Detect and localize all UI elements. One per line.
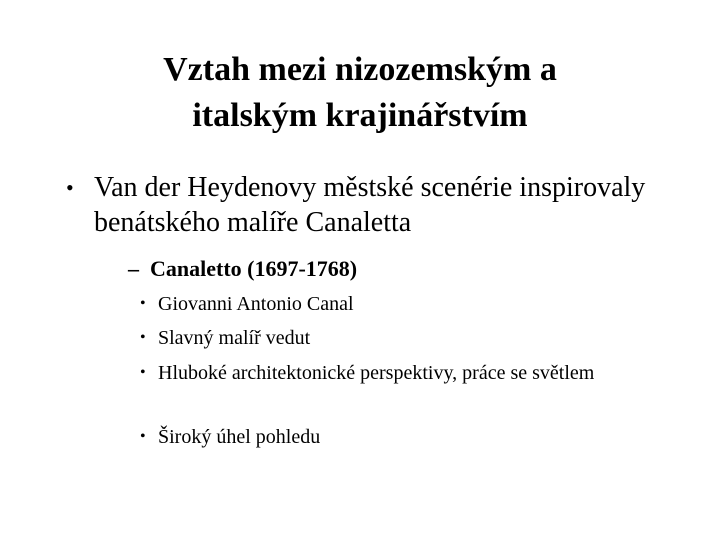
bullet-icon: • xyxy=(140,364,146,381)
list-item-text: Hluboké architektonické perspektivy, práce se světlem xyxy=(158,362,595,384)
list-item-text: Slavný malíř vedut xyxy=(158,327,311,349)
list-item-text: Giovanni Antonio Canal xyxy=(158,293,354,315)
bullet-text: Van der Heydenovy městské scenérie inspirovaly benátského malíře Canaletta xyxy=(94,172,646,238)
list-item-text: Široký úhel pohledu xyxy=(158,426,321,448)
slide-title xyxy=(60,47,660,139)
title-line-1: Vztah mezi nizozemským a xyxy=(163,51,557,88)
dash-icon: – xyxy=(128,256,139,281)
bullet-icon: • xyxy=(140,329,146,346)
bullet-icon: • xyxy=(140,295,146,312)
sub-bullet-text: Canaletto (1697-1768) xyxy=(150,256,358,281)
sub-bullet-canaletto xyxy=(128,255,668,283)
title-line-2: italským krajinářstvím xyxy=(192,97,528,134)
bullet-icon: • xyxy=(140,428,146,445)
bullet-icon: • xyxy=(66,175,74,200)
